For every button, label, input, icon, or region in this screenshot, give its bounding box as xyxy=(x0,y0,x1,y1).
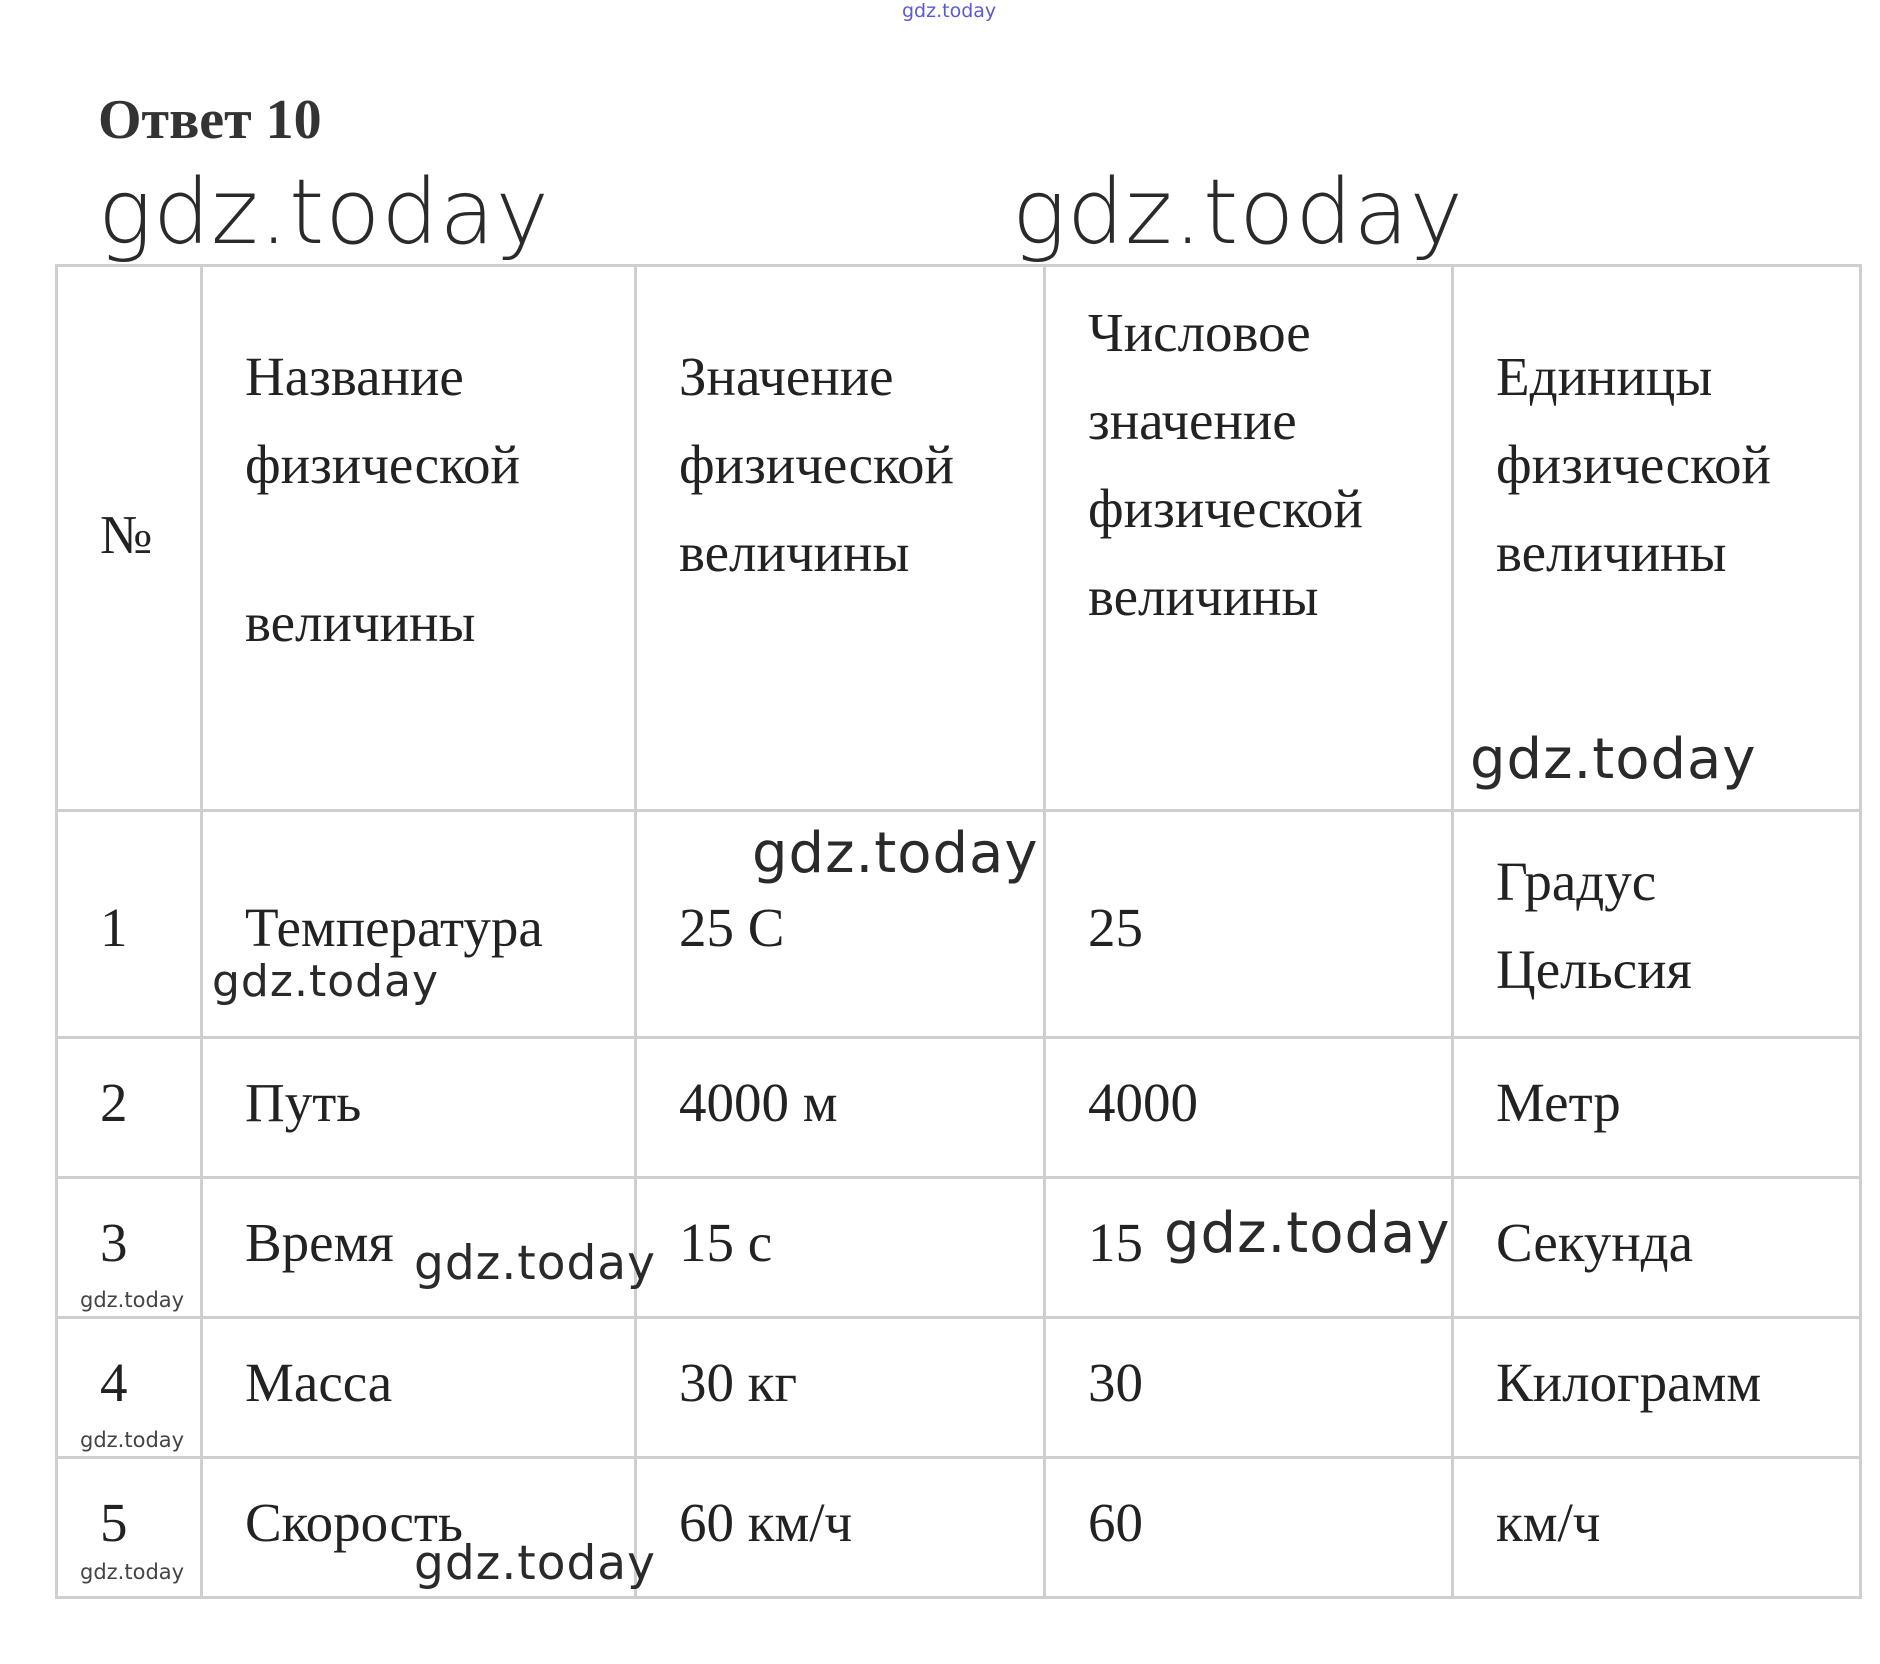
table-row xyxy=(57,1458,1861,1598)
row-num: 5 xyxy=(100,1492,128,1553)
header-numeric-cell xyxy=(1045,266,1453,811)
row-numeric: 30 xyxy=(1088,1352,1143,1413)
header-num-cell xyxy=(57,266,202,811)
table-row xyxy=(57,1038,1861,1178)
watermark-row5-num: gdz.today xyxy=(80,1560,185,1584)
header-num: № xyxy=(100,504,153,565)
row-numeric: 25 xyxy=(1088,897,1143,958)
header-units-line: физической xyxy=(1496,434,1771,495)
header-value-line: физической xyxy=(679,434,954,495)
header-value-cell xyxy=(636,266,1045,811)
row-numeric-cell xyxy=(1045,1318,1453,1458)
watermark-row3-numeric: gdz.today xyxy=(1164,1201,1451,1266)
row-units-cell xyxy=(1453,811,1861,1038)
row-num: 2 xyxy=(100,1072,128,1133)
row-num-cell xyxy=(57,811,202,1038)
watermark-top: gdz.today xyxy=(902,0,997,22)
header-value-line: величины xyxy=(679,522,910,583)
row-numeric-cell xyxy=(1045,1458,1453,1598)
row-name: Скорость xyxy=(245,1492,464,1553)
row-value-cell xyxy=(636,1178,1045,1318)
watermark-header-units: gdz.today xyxy=(1470,727,1757,792)
header-name-line: величины xyxy=(245,592,476,653)
row-value: 15 с xyxy=(679,1212,773,1273)
row-numeric: 60 xyxy=(1088,1492,1143,1553)
row-units-line: Цельсия xyxy=(1496,939,1692,1000)
watermark-large-left: gdz.today xyxy=(98,160,550,265)
row-num: 3 xyxy=(100,1212,128,1273)
watermark-row1-value: gdz.today xyxy=(752,821,1039,886)
table-row xyxy=(57,1318,1861,1458)
header-name-line: физической xyxy=(245,434,520,495)
row-value: 60 км/ч xyxy=(679,1492,853,1553)
header-name-line: Название xyxy=(245,346,464,407)
header-numeric-line: физической xyxy=(1088,478,1363,539)
row-units: Метр xyxy=(1496,1072,1621,1133)
watermark-row3-name: gdz.today xyxy=(414,1236,656,1291)
row-units: км/ч xyxy=(1496,1492,1601,1553)
header-value-line: Значение xyxy=(679,346,894,407)
watermark-large-right: gdz.today xyxy=(1012,160,1464,265)
row-num-cell xyxy=(57,1038,202,1178)
row-value: 30 кг xyxy=(679,1352,798,1413)
watermark-row1-name: gdz.today xyxy=(212,956,440,1007)
watermark-row3-num: gdz.today xyxy=(80,1288,185,1312)
header-numeric-line: Числовое xyxy=(1088,302,1311,363)
row-name: Масса xyxy=(245,1352,393,1413)
row-numeric-cell xyxy=(1045,1038,1453,1178)
row-name: Температура xyxy=(245,897,543,958)
row-name-cell xyxy=(202,1318,636,1458)
row-name: Путь xyxy=(245,1072,362,1133)
row-numeric: 15 xyxy=(1088,1212,1143,1273)
quantities-table xyxy=(55,264,1862,1599)
row-name-cell xyxy=(202,1038,636,1178)
row-units-cell xyxy=(1453,1458,1861,1598)
row-units-cell xyxy=(1453,1038,1861,1178)
page-title: Ответ 10 xyxy=(98,89,322,151)
watermark-row4-num: gdz.today xyxy=(80,1428,185,1452)
row-value-cell xyxy=(636,1318,1045,1458)
row-value-cell xyxy=(636,1038,1045,1178)
header-numeric-line: значение xyxy=(1088,390,1297,451)
row-value: 4000 м xyxy=(679,1072,838,1133)
row-numeric: 4000 xyxy=(1088,1072,1198,1133)
header-units-line: Единицы xyxy=(1496,346,1713,407)
row-units-cell xyxy=(1453,1318,1861,1458)
row-units-line: Градус xyxy=(1496,851,1657,912)
header-numeric-line: величины xyxy=(1088,566,1319,627)
row-name: Время xyxy=(245,1212,394,1273)
row-units: Килограмм xyxy=(1496,1352,1762,1413)
row-units: Секунда xyxy=(1496,1212,1694,1273)
row-value-cell xyxy=(636,1458,1045,1598)
row-units-cell xyxy=(1453,1178,1861,1318)
table-row xyxy=(57,1178,1861,1318)
row-value: 25 С xyxy=(679,897,785,958)
row-num: 4 xyxy=(100,1352,128,1413)
header-name-cell xyxy=(202,266,636,811)
watermark-row5-name: gdz.today xyxy=(414,1536,656,1591)
row-numeric-cell xyxy=(1045,811,1453,1038)
row-num: 1 xyxy=(100,897,128,958)
header-units-line: величины xyxy=(1496,522,1727,583)
